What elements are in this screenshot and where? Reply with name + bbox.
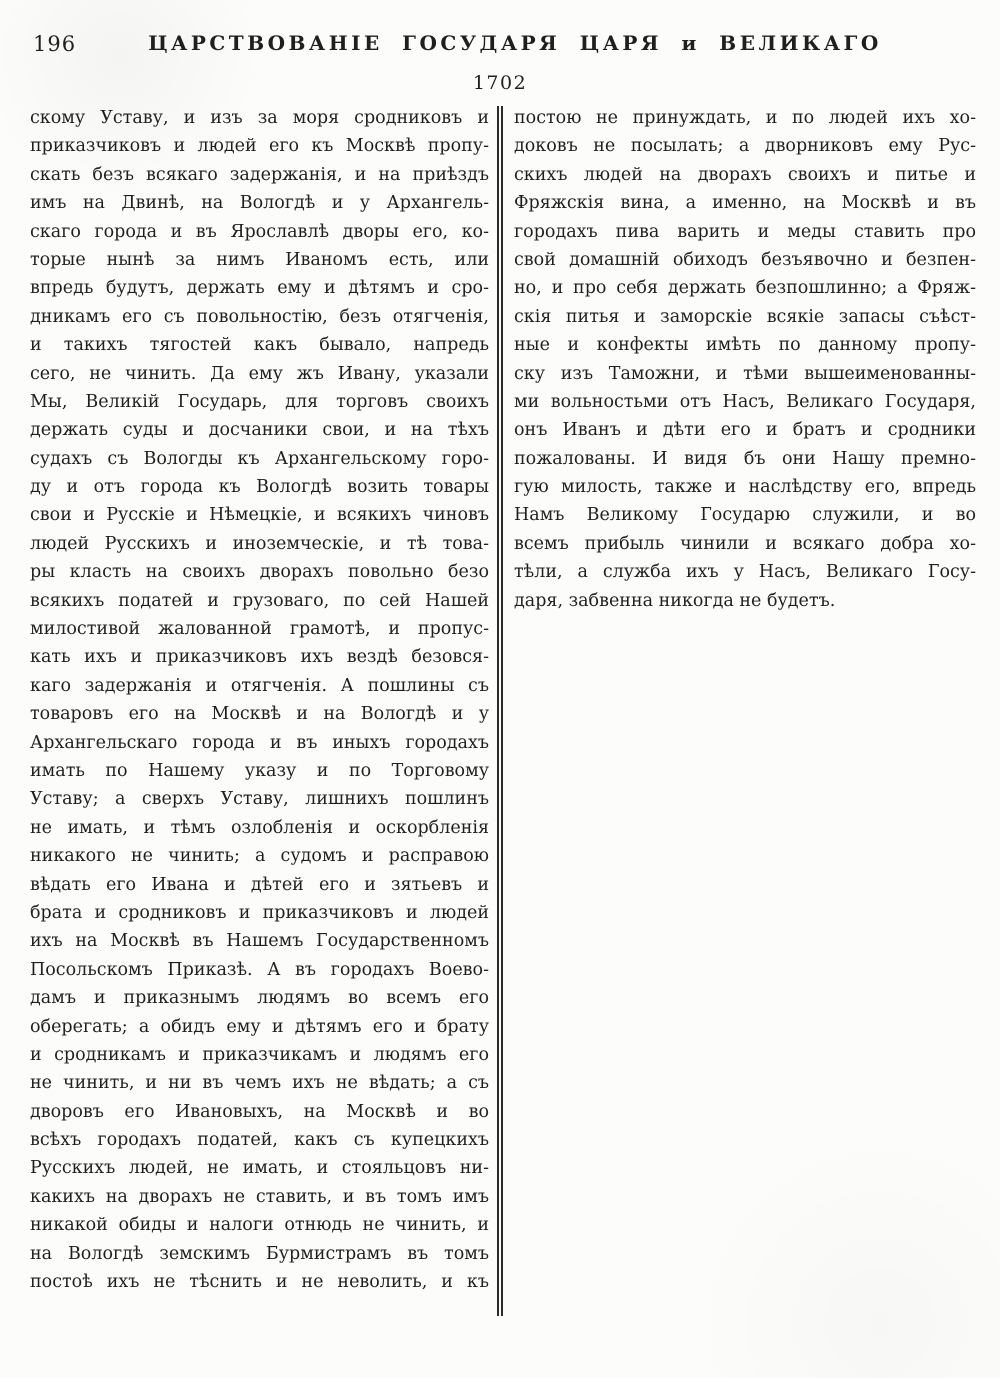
- text-line: Намъ Великому Государю служили, и во: [514, 505, 976, 526]
- page-number: 196: [33, 32, 77, 56]
- column-divider-rule: [497, 106, 503, 1316]
- text-line: скія питья и заморскіе всякіе запасы съѣст-: [514, 306, 976, 327]
- year-heading: 1702: [472, 72, 528, 94]
- text-line: ры класть на своихъ дворахъ повольно безо: [30, 562, 489, 583]
- text-line: дникамъ его съ повольностію, безъ отягченія,: [30, 306, 489, 327]
- text-line: даря, забвенна никогда не будетъ.: [514, 590, 836, 611]
- text-line: городахъ пива варить и меды ставить про: [514, 221, 976, 242]
- text-line: людей Русскихъ и иноземческіе, и тѣ това-: [30, 533, 489, 554]
- text-line: постою не принуждать, и по людей ихъ хо-: [514, 108, 976, 128]
- text-line: но, и про себя держать безпошлинно; а Фряж-: [514, 278, 976, 299]
- text-line: никакой обиды и налоги отнюдь не чинить, и: [30, 1215, 489, 1236]
- text-line: всемъ прибыль чинили и всякаго добра хо-: [514, 533, 976, 554]
- text-line: Фряжскія вина, а именно, на Москвѣ и въ: [514, 193, 976, 214]
- text-line: впредь будутъ, держать ему и дѣтямъ и сро-: [30, 278, 489, 299]
- text-line: Мы, Великій Государь, для торговъ своихъ: [30, 391, 489, 412]
- column-right: [514, 104, 976, 615]
- text-line: доковъ не посылать; а дворниковъ ему Рус-: [514, 136, 976, 157]
- text-line: Архангельскаго города и въ иныхъ городахъ: [30, 732, 489, 753]
- column-left: [30, 104, 489, 1296]
- text-line: всѣхъ городахъ податей, какъ съ купецкихъ: [30, 1130, 489, 1151]
- text-line: кать ихъ и приказчиковъ ихъ вездѣ безовся-: [30, 647, 489, 668]
- text-line: постоѣ ихъ не тѣснить и не неволить, и къ: [30, 1272, 489, 1293]
- text-line: оберегать; а обидъ ему и дѣтямъ его и брату: [30, 1016, 489, 1037]
- running-header-title: ЦАРСТВОВАНІЕ ГОСУДАРЯ ЦАРЯ и ВЕЛИКАГО: [148, 31, 882, 55]
- text-line: никакого не чинить; а судомъ и расправою: [30, 846, 489, 867]
- text-line: дамъ и приказнымъ людямъ во всемъ его: [30, 988, 489, 1009]
- text-line: ми вольностьми отъ Насъ, Великаго Государя,: [514, 391, 976, 412]
- text-line: и такихъ тягостей какъ бывало, напредь: [30, 335, 489, 356]
- text-line: сего, не чинить. Да ему жъ Ивану, указали: [30, 363, 489, 384]
- text-line: ску изъ Таможни, и тѣми вышеименованны-: [514, 363, 976, 384]
- text-line: имъ на Двинѣ, на Вологдѣ и у Архангель-: [30, 193, 489, 214]
- text-line: Уставу; а сверхъ Уставу, лишнихъ пошлинъ: [30, 789, 489, 810]
- text-line: дворовъ его Ивановыхъ, на Москвѣ и во: [30, 1101, 489, 1122]
- text-line: онъ Иванъ и дѣти его и братъ и сродники: [514, 420, 976, 441]
- text-line: имать по Нашему указу и по Торговому: [30, 760, 489, 781]
- text-line: милостивой жалованной грамотѣ, и пропус-: [30, 619, 489, 640]
- text-line: скаго города и въ Ярославлѣ дворы его, ко-: [30, 221, 489, 242]
- text-line: свои и Русскіе и Нѣмецкіе, и всякихъ чиновъ: [30, 505, 489, 526]
- text-line: судахъ съ Вологды къ Архангельскому горо-: [30, 448, 489, 469]
- text-line: Посольскомъ Приказѣ. А въ городахъ Воево-: [30, 959, 489, 980]
- text-line: и сродникамъ и приказчикамъ и людямъ его: [30, 1044, 489, 1065]
- text-line: ные и конфекты имѣть по данному пропу-: [514, 335, 976, 356]
- text-line: скихъ людей на дворахъ своихъ и питье и: [514, 164, 976, 185]
- text-line: скать безъ всякаго задержанія, и на приѣздъ: [30, 164, 489, 185]
- text-line: гую милость, также и наслѣдству его, впредь: [514, 477, 976, 498]
- text-line: не чинить, и ни въ чемъ ихъ не вѣдать; а съ: [30, 1073, 489, 1094]
- text-line: торые нынѣ за нимъ Иваномъ есть, или: [30, 249, 489, 270]
- text-line: пожалованы. И видя бъ они Нашу премно-: [514, 448, 976, 469]
- text-line: скому Уставу, и изъ за моря сродниковъ и: [30, 108, 489, 128]
- text-line: на Вологдѣ земскимъ Бурмистрамъ въ томъ: [30, 1243, 489, 1264]
- text-line: какихъ на дворахъ не ставить, и въ томъ имъ: [30, 1186, 489, 1207]
- text-line: Русскихъ людей, не имать, и стояльцовъ ни-: [30, 1158, 489, 1179]
- text-line: брата и сродниковъ и приказчиковъ и людей: [30, 902, 489, 923]
- text-line: не имать, и тѣмъ озлобленія и оскорбленія: [30, 817, 489, 838]
- text-line: товаровъ его на Москвѣ и на Вологдѣ и у: [30, 704, 489, 725]
- text-line: вѣдать его Ивана и дѣтей его и зятьевъ и: [30, 874, 489, 895]
- text-line: ихъ на Москвѣ въ Нашемъ Государственномъ: [30, 931, 489, 952]
- text-line: всякихъ податей и грузоваго, по сей Нашей: [30, 590, 489, 611]
- text-line: свой домашній обиходъ безъявочно и безпен-: [514, 249, 976, 270]
- text-line: приказчиковъ и людей его къ Москвѣ пропу-: [30, 136, 489, 157]
- text-line: ду и отъ города къ Вологдѣ возить товары: [30, 477, 489, 498]
- text-line: тѣли, а служба ихъ у Насъ, Великаго Госу-: [514, 562, 976, 583]
- text-line: держать суды и досчаники свои, и на тѣхъ: [30, 420, 489, 441]
- text-line: каго задержанія и отягченія. А пошлины съ: [30, 675, 489, 696]
